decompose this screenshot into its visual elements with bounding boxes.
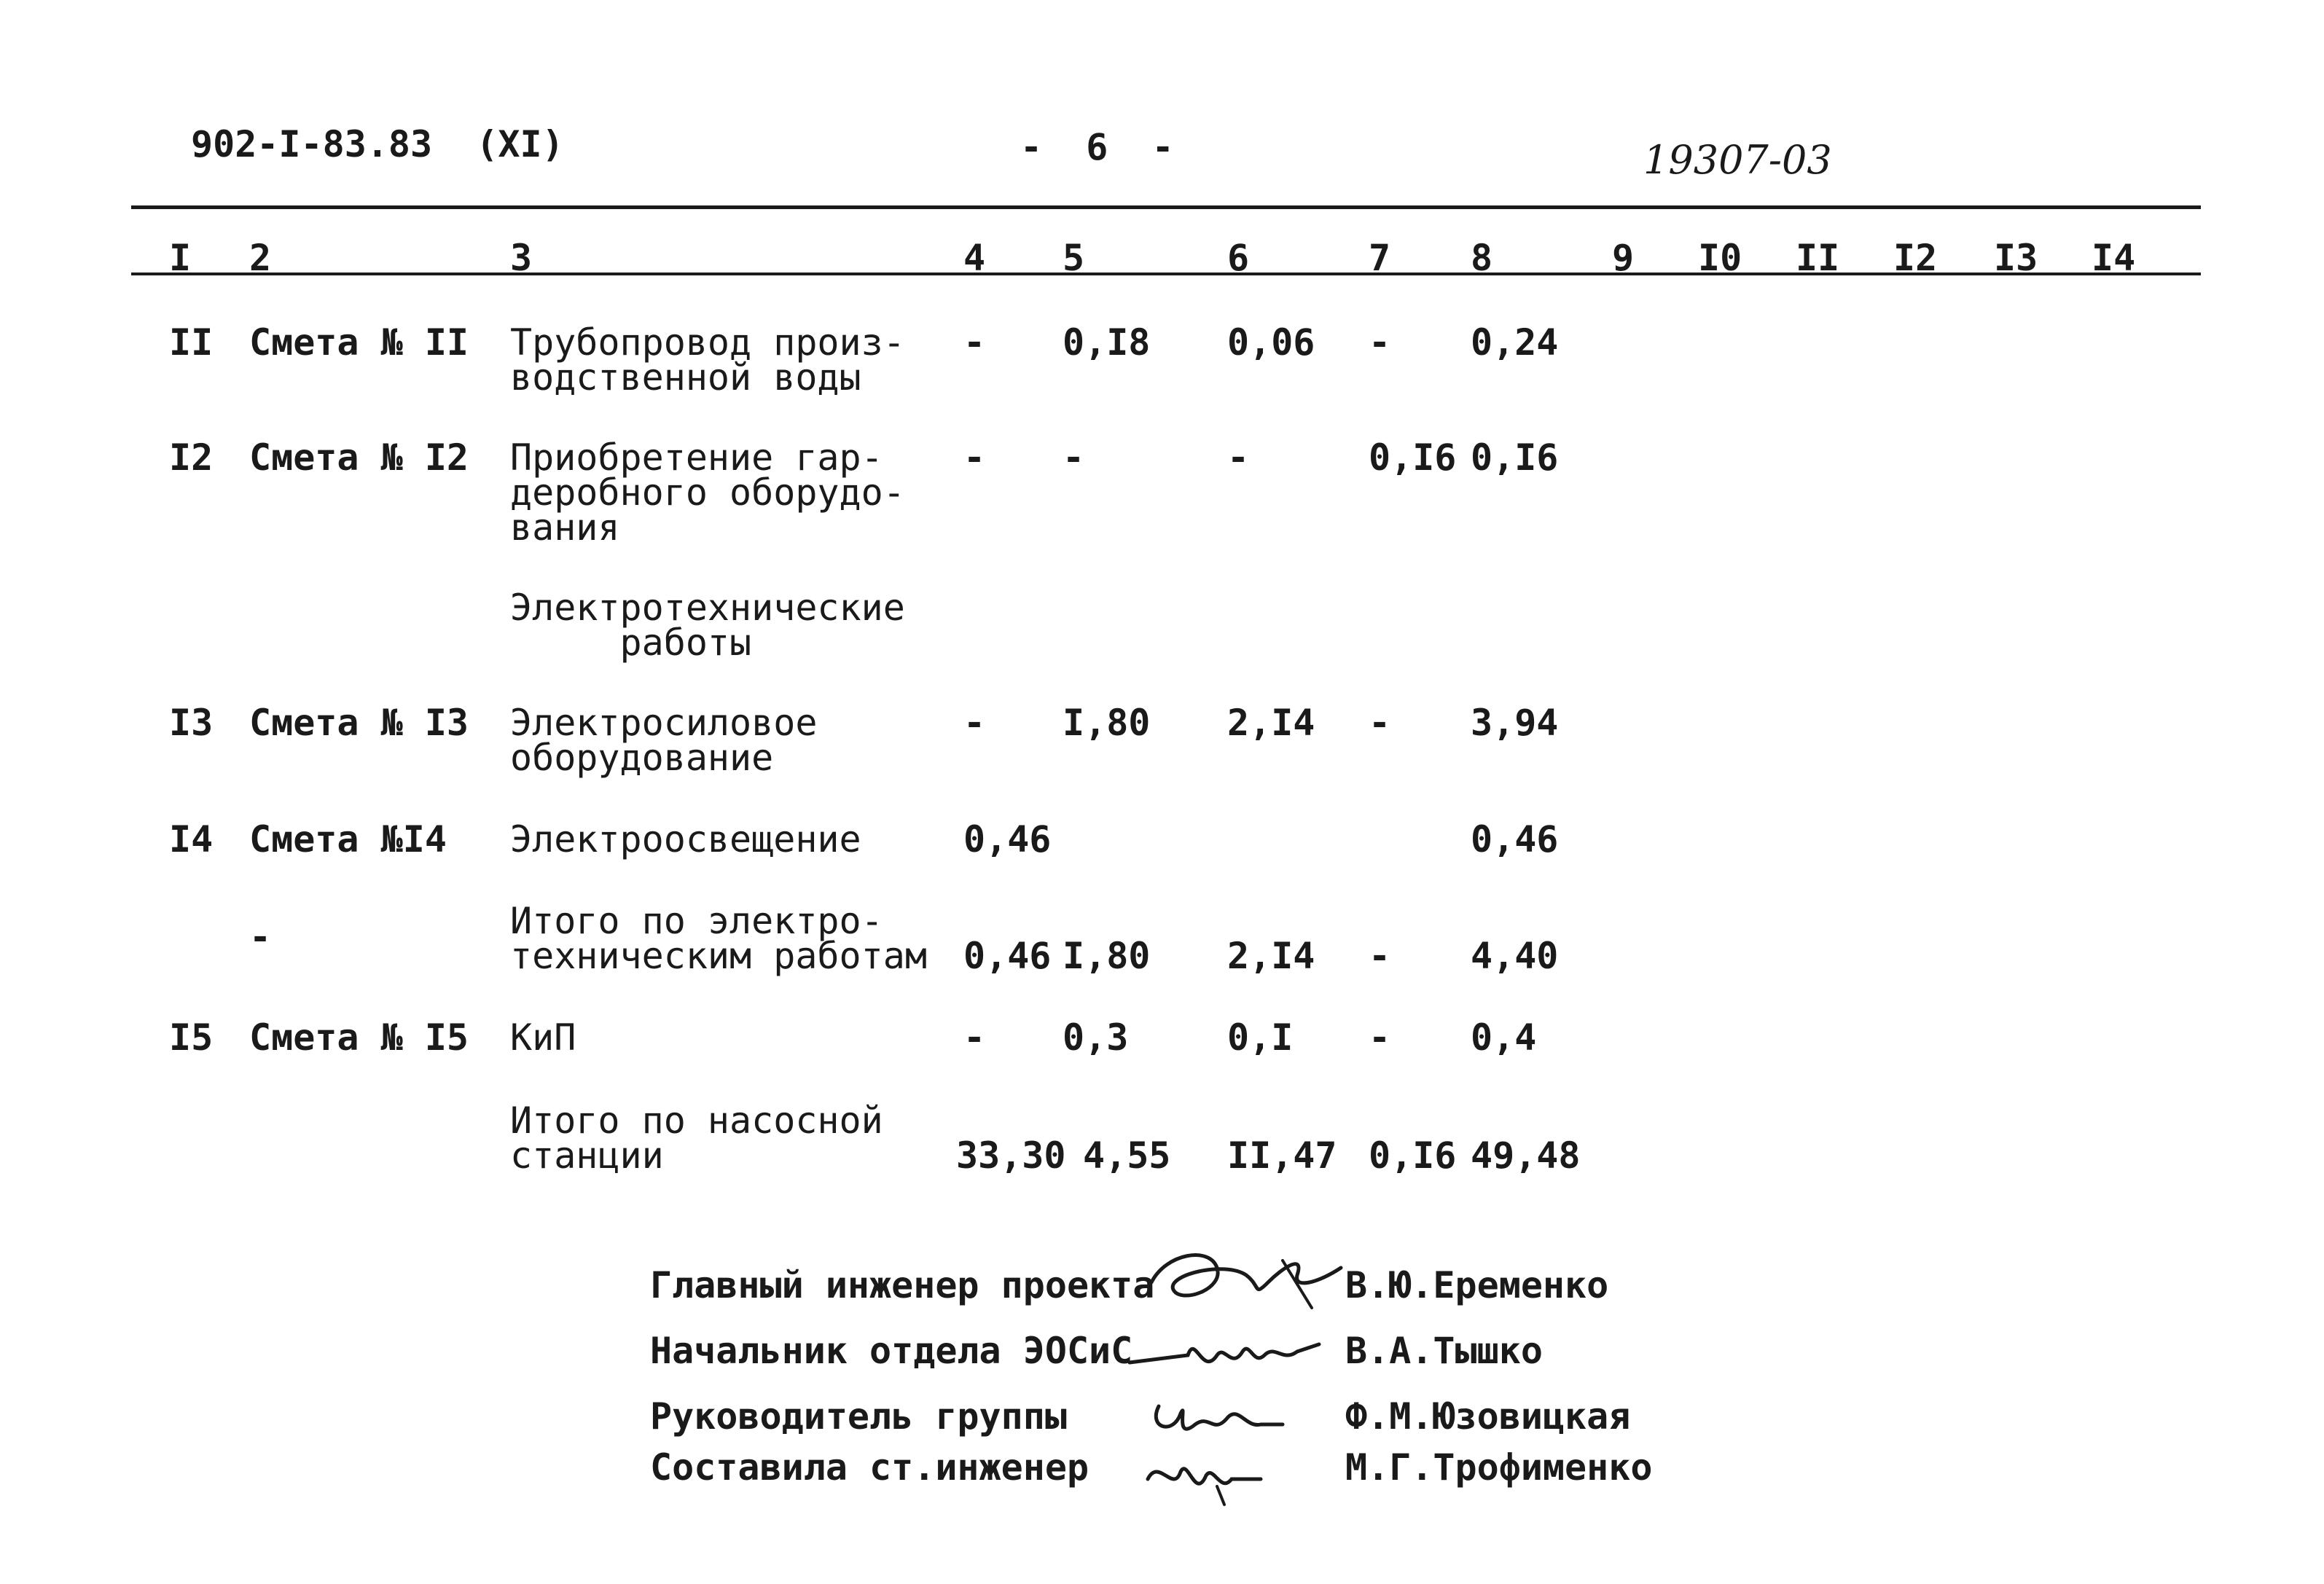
column-header: 6: [1227, 237, 1250, 279]
column-header: II: [1796, 237, 1840, 279]
estimate-ref: Смета № I2: [249, 436, 469, 479]
value-col-5: 4,55: [1083, 1134, 1171, 1177]
item-name: Трубопровод произ- водственной воды: [510, 321, 905, 399]
item-name: Электроосвещение: [510, 818, 861, 860]
item-name: КиП: [510, 1016, 576, 1059]
estimate-ref: Смета № I3: [249, 702, 469, 744]
value-col-6: 2,I4: [1227, 935, 1315, 977]
column-header: 9: [1612, 237, 1635, 279]
value-col-8: 0,4: [1471, 1016, 1537, 1059]
item-name: Итого по электро- техническим работам: [510, 900, 927, 977]
handwritten-signature: [1144, 1384, 1290, 1450]
column-header: I0: [1698, 237, 1742, 279]
value-col-5: I,80: [1063, 702, 1151, 744]
item-name: Электросиловое оборудование: [510, 702, 818, 779]
signatory-role: Главный инженер проекта: [650, 1264, 1155, 1306]
signatory-name: М.Г.Трофименко: [1345, 1446, 1653, 1489]
estimate-ref: Смета № I5: [249, 1016, 469, 1059]
item-name: Итого по насосной станции: [510, 1099, 883, 1177]
document-code: 902-I-83.83 (XI): [191, 123, 564, 165]
column-header: 4: [963, 237, 986, 279]
column-header: I3: [1994, 237, 2038, 279]
signatory-role: Составила ст.инженер: [650, 1446, 1089, 1489]
handwritten-signature: [1122, 1319, 1326, 1384]
column-header: 7: [1369, 237, 1391, 279]
signatory-role: Начальник отдела ЭОСиС: [650, 1330, 1133, 1372]
handwritten-number: 19307-03: [1643, 137, 1832, 183]
estimate-ref: Смета № II: [249, 321, 469, 364]
row-number: I3: [169, 702, 214, 744]
signatory-name: В.Ю.Еременко: [1345, 1264, 1609, 1306]
value-col-7: -: [1369, 1016, 1391, 1059]
value-col-4: -: [963, 702, 986, 744]
value-col-4: -: [963, 436, 986, 479]
value-col-7: 0,I6: [1369, 1134, 1457, 1177]
value-col-8: 49,48: [1471, 1134, 1581, 1177]
value-col-5: 0,3: [1063, 1016, 1129, 1059]
value-col-5: 0,I8: [1063, 321, 1151, 364]
value-col-6: II,47: [1227, 1134, 1337, 1177]
value-col-6: 0,I: [1227, 1016, 1294, 1059]
row-number: I2: [169, 436, 214, 479]
value-col-6: -: [1227, 436, 1250, 479]
signatory-name: В.А.Тышко: [1345, 1330, 1543, 1372]
estimate-ref: Смета №I4: [249, 818, 447, 860]
value-col-5: -: [1063, 436, 1085, 479]
column-header: 5: [1063, 237, 1085, 279]
header-rule: [131, 273, 2201, 275]
value-col-4: 0,46: [963, 818, 1052, 860]
value-col-8: 0,46: [1471, 818, 1559, 860]
value-col-8: 3,94: [1471, 702, 1559, 744]
column-header: 3: [510, 237, 533, 279]
value-col-7: 0,I6: [1369, 436, 1457, 479]
handwritten-signature: [1137, 1443, 1283, 1508]
row-number: I5: [169, 1016, 214, 1059]
value-col-6: 2,I4: [1227, 702, 1315, 744]
value-col-5: I,80: [1063, 935, 1151, 977]
estimate-ref: -: [249, 916, 272, 958]
value-col-8: 0,24: [1471, 321, 1559, 364]
value-col-4: 0,46: [963, 935, 1052, 977]
item-name: Приобретение гар- деробного оборудо- вания: [510, 436, 905, 549]
row-number: I4: [169, 818, 214, 860]
column-header: I: [169, 237, 192, 279]
row-number: II: [169, 321, 214, 364]
value-col-8: 0,I6: [1471, 436, 1559, 479]
handwritten-signature: [1137, 1239, 1355, 1319]
value-col-4: -: [963, 1016, 986, 1059]
column-header: I2: [1893, 237, 1938, 279]
column-header: I4: [2092, 237, 2136, 279]
value-col-6: 0,06: [1227, 321, 1315, 364]
column-header: 8: [1471, 237, 1493, 279]
page-number: - 6 -: [1020, 126, 1174, 168]
value-col-7: -: [1369, 935, 1391, 977]
column-header: 2: [249, 237, 272, 279]
section-heading: Электротехнические работы: [510, 587, 905, 664]
value-col-4: 33,30: [956, 1134, 1066, 1177]
value-col-4: -: [963, 321, 986, 364]
value-col-7: -: [1369, 321, 1391, 364]
top-rule: [131, 205, 2201, 209]
value-col-7: -: [1369, 702, 1391, 744]
value-col-8: 4,40: [1471, 935, 1559, 977]
signatory-role: Руководитель группы: [650, 1395, 1067, 1438]
signatory-name: Ф.М.Юзовицкая: [1345, 1395, 1631, 1438]
